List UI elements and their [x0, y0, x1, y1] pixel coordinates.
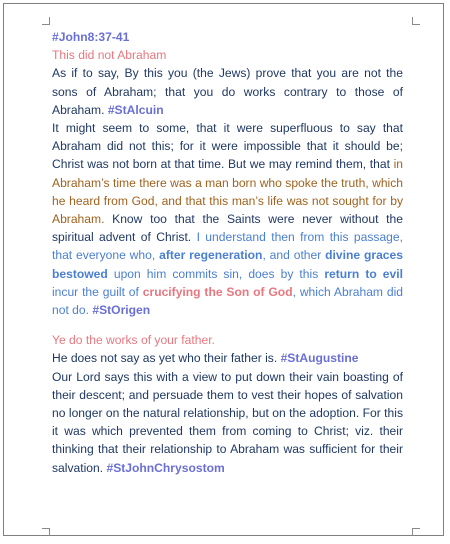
chrysostom-text: Our Lord says this with a view to put down their vain boasting of their descent; and persuade them to vest their hopes of salvation no longer on the natural relationship, but on the adoption. For this it was which prevented them from coming to Christ; viz. their thinking that their relationship to Abraham was sufficient for their salvation.	[52, 369, 403, 475]
origen-text-1: It might seem to some, that it were superfluous to say that Abraham did not this; for it were impossible that it should be; Christ was not born at that time. But we may remind them, that	[52, 121, 403, 172]
paragraph-gap	[52, 319, 403, 331]
crop-mark-bottom-left	[42, 528, 50, 536]
augustine-commentary	[52, 349, 403, 367]
origen-text-9: return to evil	[324, 266, 403, 281]
chrysostom-hashtag: #StJohnChrysostom	[106, 460, 225, 475]
document-page	[3, 3, 444, 536]
origen-hashtag: #StOrigen	[92, 303, 151, 318]
origen-text-6: , and other	[262, 248, 322, 263]
alcuin-commentary	[52, 64, 403, 119]
origen-text-3: Know too that the Saints were never without the spiritual advent of Christ.	[52, 212, 403, 245]
origen-text-10: incur the guilt of	[52, 284, 139, 299]
augustine-text: He does not say as yet who their father is.	[52, 351, 278, 366]
crop-mark-bottom-right	[412, 528, 420, 536]
origen-text-12: , which Abraham did not do.	[52, 284, 404, 318]
augustine-hashtag: #StAugustine	[280, 351, 359, 366]
origen-commentary	[52, 119, 403, 319]
origen-text-2: in Abraham’s time there was a man born who spoke the truth, which he heard from God, and that this man’s life was not sought for by Abraham.	[52, 157, 403, 227]
alcuin-text: As if to say, By this you (the Jews) prove that you are not the sons of Abraham; that you do works contrary to those of Abraham.	[52, 66, 403, 117]
origen-text-7: divine graces bestowed	[52, 248, 403, 281]
subheading-works: Ye do the works of your father.	[52, 333, 215, 348]
origen-text-11: crucifying the Son of God	[142, 284, 293, 299]
scripture-reference: #John8:37-41	[52, 30, 130, 44]
subheading-abraham: This did not Abraham	[52, 48, 167, 63]
chrysostom-commentary	[52, 368, 403, 477]
crop-mark-top-left	[42, 17, 50, 25]
origen-text-4: I understand then from this passage, that everyone who,	[52, 230, 403, 263]
alcuin-hashtag: #StAlcuin	[107, 102, 164, 117]
crop-mark-top-right	[412, 17, 420, 25]
document-body[interactable]	[52, 28, 403, 477]
origen-text-8: upon him commits sin, does by this	[113, 266, 319, 281]
origen-text-5: after regeneration	[159, 248, 263, 263]
